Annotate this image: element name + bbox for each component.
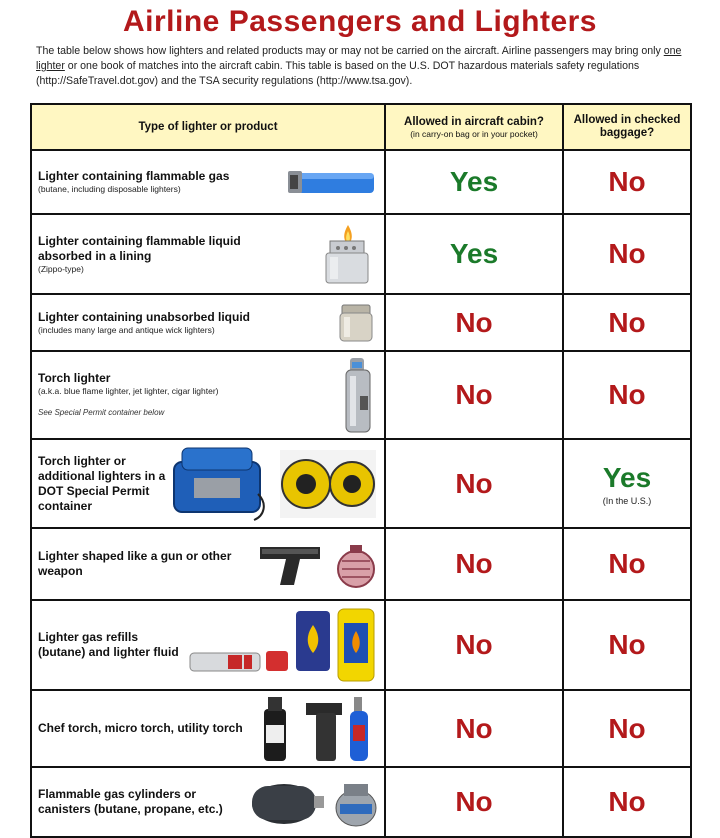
product-name: Torch lighter or additional lighters in a DOT Special Permit container <box>38 453 166 513</box>
intro-underlined: one lighter <box>36 45 682 72</box>
checked-answer-note: (In the U.S.) <box>602 495 652 506</box>
table-header-row <box>31 104 691 150</box>
cabin-answer <box>385 767 563 837</box>
table-row <box>31 767 691 837</box>
checked-answer-text: Yes <box>602 461 652 493</box>
header-checked <box>563 104 691 150</box>
checked-answer-text: No <box>608 548 646 579</box>
table-row <box>31 351 691 439</box>
product-cell <box>31 351 385 439</box>
cabin-answer-text: No <box>455 786 493 817</box>
intro-text-1: The table below shows how lighters and related products may or may not be carried on the aircraft. Airline passengers may bring only <box>36 45 664 57</box>
cabin-answer-text: Yes <box>449 238 499 269</box>
header-cabin-sublabel: (in carry-on bag or in your pocket) <box>410 128 538 139</box>
product-cell <box>31 439 385 528</box>
lighter-rules-table <box>30 103 692 838</box>
checked-answer <box>563 439 691 528</box>
page-title: Airline Passengers and Lighters <box>123 5 597 38</box>
cabin-answer <box>385 439 563 528</box>
gun-lighter-icon <box>258 539 378 589</box>
checked-answer <box>563 214 691 294</box>
table-row <box>31 528 691 600</box>
product-name: Flammable gas cylinders or canisters (butane, propane, etc.) <box>38 787 223 816</box>
table-row <box>31 214 691 294</box>
cabin-answer-text: No <box>455 467 493 499</box>
chef-torch-icon <box>258 695 378 763</box>
checked-answer <box>563 150 691 214</box>
header-cabin-label: Allowed in aircraft cabin? <box>404 115 544 128</box>
cabin-answer <box>385 351 563 439</box>
header-product-label: Type of lighter or product <box>138 120 278 133</box>
checked-answer-text: No <box>608 786 646 817</box>
disposable-lighter-icon <box>288 167 378 197</box>
checked-answer <box>563 294 691 351</box>
product-name: Lighter containing flammable liquid absorbed in a lining <box>38 233 241 263</box>
product-cell <box>31 528 385 600</box>
checked-answer <box>563 528 691 600</box>
intro-text-2: or one book of matches into the aircraft cabin. This table is based on the U.S. DOT hazardous materials safety regulations (http://SafeTravel.dot.gov) and the TSA security regulations (http://www.tsa.gov). <box>36 60 640 87</box>
checked-answer <box>563 600 691 690</box>
product-cell <box>31 294 385 351</box>
table-row <box>31 600 691 690</box>
product-cell <box>31 690 385 767</box>
checked-answer-text: No <box>608 379 646 410</box>
checked-answer <box>563 351 691 439</box>
product-cell <box>31 767 385 837</box>
butane-refill-icon <box>188 605 378 685</box>
checked-answer-text: No <box>608 306 646 338</box>
checked-answer-text: No <box>608 629 646 660</box>
cabin-answer-text: Yes <box>449 166 499 197</box>
cabin-answer-text: No <box>455 629 493 660</box>
cabin-answer <box>385 600 563 690</box>
product-name: Lighter gas refills (butane) and lighter fluid <box>38 630 179 659</box>
cabin-answer <box>385 528 563 600</box>
checked-answer <box>563 767 691 837</box>
table-row <box>31 150 691 214</box>
table-row <box>31 439 691 528</box>
intro-paragraph <box>36 44 690 92</box>
cabin-answer <box>385 690 563 767</box>
product-cell <box>31 600 385 690</box>
checked-answer <box>563 690 691 767</box>
table-row <box>31 690 691 767</box>
cabin-answer-text: No <box>455 306 493 338</box>
permit-container-icon <box>168 444 378 524</box>
cabin-answer <box>385 294 563 351</box>
checked-answer-text: No <box>608 166 646 197</box>
product-cell <box>31 214 385 294</box>
header-cabin <box>385 104 563 150</box>
product-subtext: (butane, including disposable lighters) <box>38 184 181 194</box>
wick-lighter-icon <box>334 301 378 345</box>
product-name: Lighter containing unabsorbed liquid <box>38 309 250 324</box>
product-name: Chef torch, micro torch, utility torch <box>38 721 243 735</box>
header-product <box>31 104 385 150</box>
product-name: Lighter containing flammable gas <box>38 169 230 183</box>
product-name: Lighter shaped like a gun or other weapon <box>38 549 232 578</box>
cabin-answer <box>385 150 563 214</box>
product-subtext: (Zippo-type) <box>38 263 84 274</box>
cabin-answer-text: No <box>455 712 493 744</box>
checked-answer-text: No <box>608 238 646 269</box>
table-row <box>31 294 691 351</box>
cabin-answer <box>385 214 563 294</box>
cabin-answer-text: No <box>455 379 493 410</box>
product-note: See Special Permit container below <box>38 407 165 417</box>
checked-answer-text: No <box>608 712 646 744</box>
zippo-lighter-icon <box>318 223 378 285</box>
cabin-answer-text: No <box>455 548 493 579</box>
gas-canister-icon <box>248 774 378 830</box>
header-checked-label: Allowed in checked baggage? <box>573 114 681 139</box>
product-subtext: (a.k.a. blue flame lighter, jet lighter, cigar lighter) <box>38 385 219 396</box>
torch-lighter-icon <box>338 356 378 434</box>
product-subtext: (includes many large and antique wick lighters) <box>38 324 215 335</box>
product-name: Torch lighter <box>38 370 111 385</box>
product-cell <box>31 150 385 214</box>
